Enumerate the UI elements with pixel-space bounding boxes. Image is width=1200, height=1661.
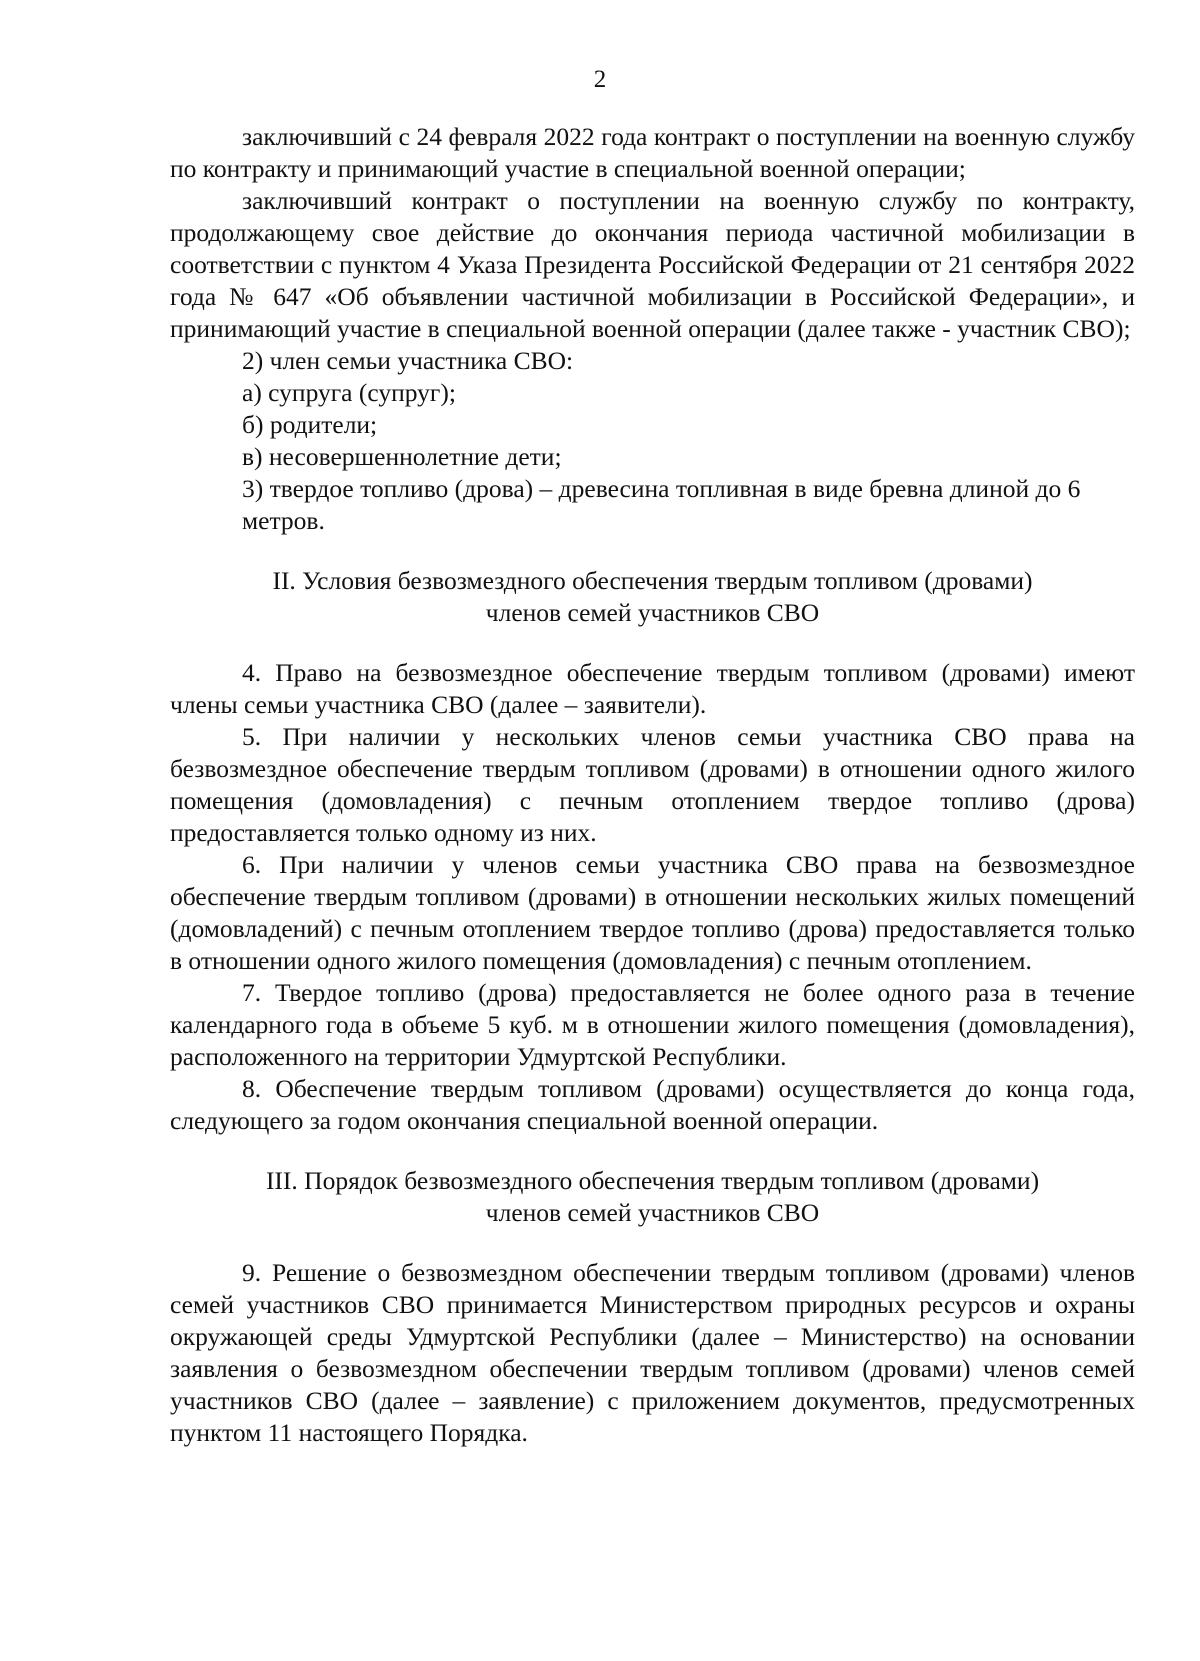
section-heading-procedure bbox=[170, 1165, 1135, 1229]
section-heading-conditions-line2: членов семей участников СВО bbox=[485, 598, 820, 627]
paragraph-point-5: 5. При наличии у нескольких членов семьи участника СВО права на безвозмездное обеспечение твердым топливом (дровами) в отношении одного жилого помещения (домовладения) с печным отоплением твердое топливо (дрова) предоставляется только одному из них. bbox=[170, 722, 1135, 847]
paragraph-contract-since-feb-2022: заключивший с 24 февраля 2022 года контракт о поступлении на военную службу по контракту и принимающий участие в специальной военной операции; bbox=[170, 122, 1135, 183]
section-heading-conditions-line1: II. Условия безвозмездного обеспечения твердым топливом (дровами) bbox=[272, 566, 1033, 595]
paragraph-contract-mobilization: заключивший контракт о поступлении на военную службу по контракту, продолжающему свое действие до окончания периода частичной мобилизации в соответствии с пунктом 4 Указа Президента Российской Федерации от 21 сентября 2022 года № 647 «Об объявлении частичной мобилизации в Российской Федерации», и принимающий участие в специальной военной операции (далее также - участник СВО); bbox=[170, 186, 1135, 343]
document-body bbox=[170, 121, 1135, 1449]
list-item-solid-fuel: 3) твердое топливо (дрова) – древесина топливная в виде бревна длиной до 6 метров. bbox=[242, 474, 1081, 535]
section-heading-procedure-line1: III. Порядок безвозмездного обеспечения твердым топливом (дровами) bbox=[265, 1166, 1040, 1195]
section-heading-procedure-line2: членов семей участников СВО bbox=[485, 1198, 820, 1227]
paragraph-point-4: 4. Право на безвозмездное обеспечение твердым топливом (дровами) имеют члены семьи участника СВО (далее – заявители). bbox=[170, 658, 1135, 719]
list-item-family-member: 2) член семьи участника СВО: bbox=[242, 346, 574, 375]
list-item-spouse: а) супруга (супруг); bbox=[242, 378, 456, 407]
paragraph-point-7: 7. Твердое топливо (дрова) предоставляется не более одного раза в течение календарного года в объеме 5 куб. м в отношении жилого помещения (домовладения), расположенного на территории Удмуртской Республики. bbox=[170, 978, 1135, 1071]
list-item-parents: б) родители; bbox=[242, 410, 378, 439]
paragraph-point-8: 8. Обеспечение твердым топливом (дровами) осуществляется до конца года, следующего за годом окончания специальной военной операции. bbox=[170, 1074, 1135, 1135]
paragraph-point-6: 6. При наличии у членов семьи участника СВО права на безвозмездное обеспечение твердым топливом (дровами) в отношении нескольких жилых помещений (домовладений) с печным отоплением твердое топливо (дрова) предоставляется только в отношении одного жилого помещения (домовладения) с печным отоплением. bbox=[170, 850, 1135, 975]
list-item-children: в) несовершеннолетние дети; bbox=[242, 442, 562, 471]
section-heading-conditions bbox=[170, 565, 1135, 629]
page-number: 2 bbox=[593, 66, 607, 93]
paragraph-point-9: 9. Решение о безвозмездном обеспечении твердым топливом (дровами) членов семей участников СВО принимается Министерством природных ресурсов и охраны окружающей среды Удмуртской Республики (далее – Министерство) на основании заявления о безвозмездном обеспечении твердым топливом (дровами) членов семей участников СВО (далее – заявление) с приложением документов, предусмотренных пунктом 11 настоящего Порядка. bbox=[170, 1258, 1135, 1447]
